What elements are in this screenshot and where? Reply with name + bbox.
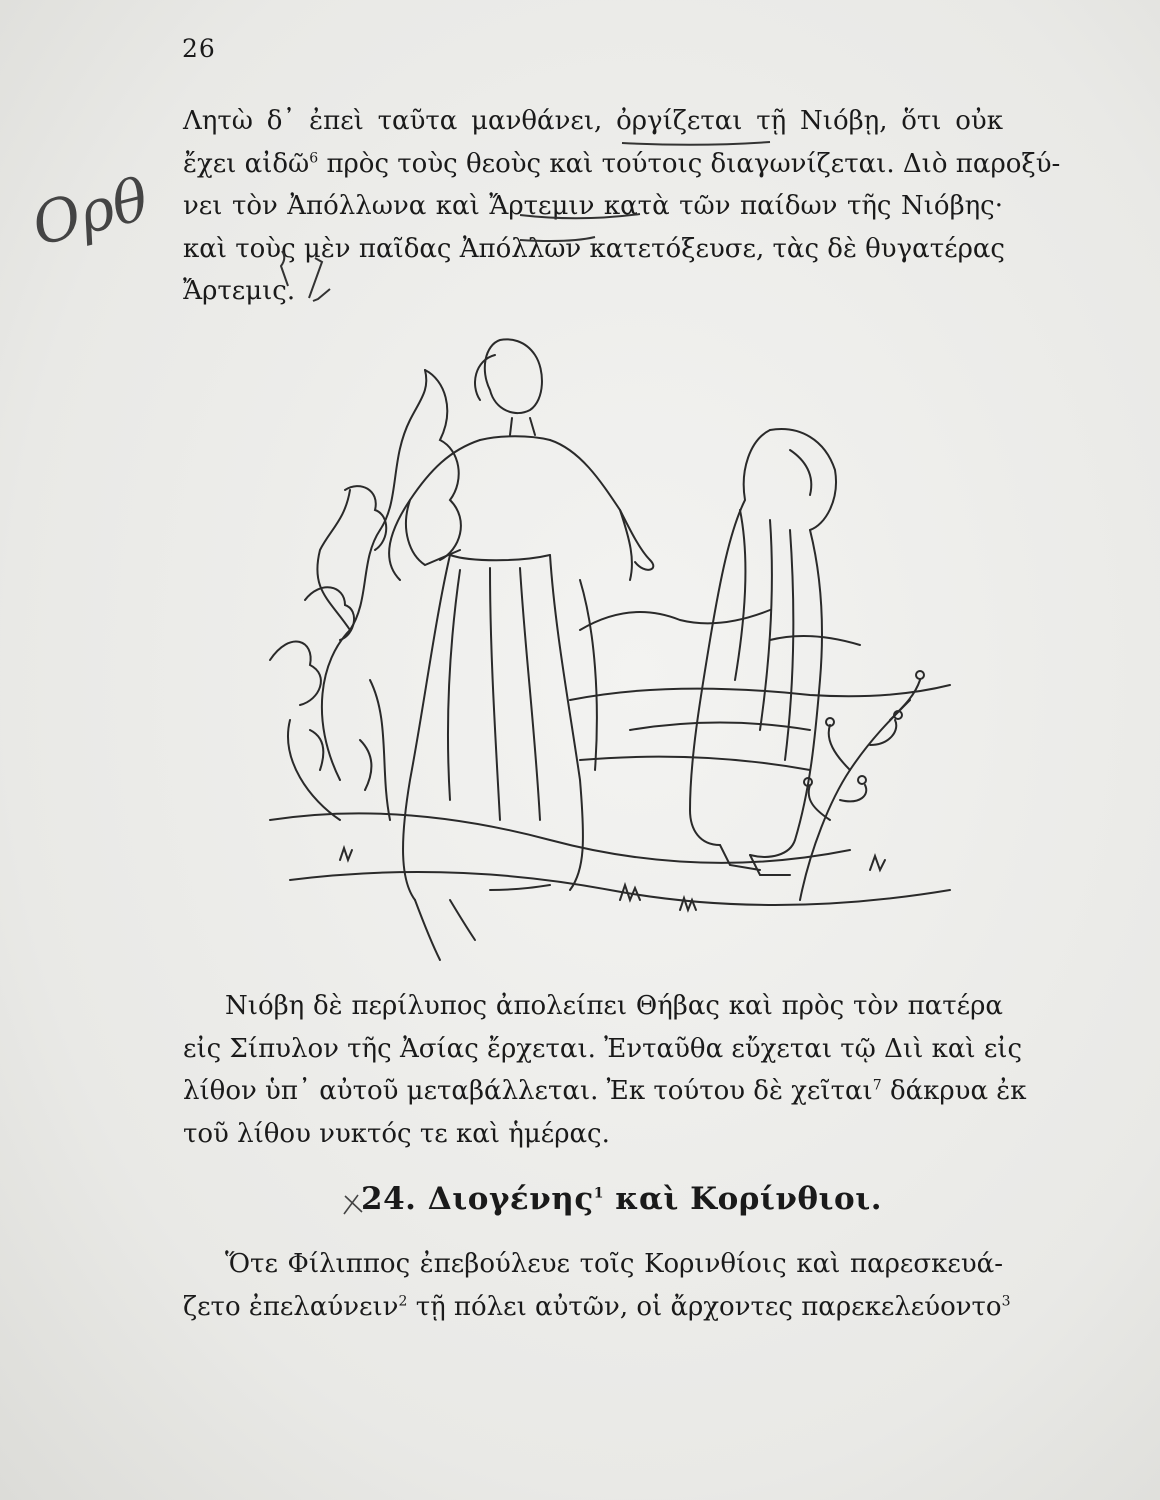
text-fragment: πρὸς τοὺς θεοὺς καὶ τούτοις διαγωνίζεται. Διὸ παροξύ-: [326, 148, 1061, 179]
text-line: [183, 1286, 1011, 1329]
text-line: Λητὼ δ᾿ ἐπεὶ ταῦτα μανθάνει, ὀργίζεται τῇ Νιόβῃ, ὅτι οὐκ: [183, 106, 1003, 136]
paragraph-diogenes: [183, 1243, 1011, 1328]
section-number: 24.: [361, 1181, 417, 1217]
illustration-niobe-scene: [250, 300, 1030, 980]
section-title-part: καὶ Κορίνθιοι.: [615, 1181, 883, 1217]
footnote-marker: 3: [1001, 1292, 1011, 1309]
text-line: [183, 1070, 1027, 1113]
footnote-marker: 7: [872, 1077, 882, 1094]
section-heading: [361, 1181, 882, 1217]
text-fragment: δάκρυα ἐκ: [889, 1076, 1027, 1106]
text-fragment: λίθον ὑπ᾿ αὐτοῦ μεταβάλλεται. Ἐκ τούτου δὲ χεῖται: [183, 1076, 873, 1106]
footnote-marker: 2: [398, 1292, 408, 1309]
text-line: καὶ τοὺς μὲν παῖδας Ἀπόλλων κατετόξευσε, τὰς δὲ θυγατέρας: [183, 233, 1005, 264]
section-title-part: Διογένης: [427, 1181, 594, 1217]
text-line: [183, 143, 1061, 186]
text-line: Νιόβη δὲ περίλυπος ἀπολείπει Θήβας καὶ πρὸς τὸν πατέρα: [225, 991, 1003, 1021]
text-fragment: ζετο ἐπελαύνειν: [183, 1291, 399, 1322]
text-line: εἰς Σίπυλον τῆς Ἀσίας ἔρχεται. Ἐνταῦθα εὔχεται τῷ Διὶ καὶ εἰς: [183, 1033, 1023, 1064]
text-line: νει τὸν Ἀπόλλωνα καὶ Ἄρτεμιν κατὰ τῶν παίδων τῆς Νιόβης·: [183, 191, 1003, 221]
page-number: 26: [182, 34, 216, 63]
text-fragment: τῇ πόλει αὐτῶν, οἱ ἄρχοντες παρεκελεύοντο: [415, 1291, 1002, 1322]
footnote-marker: 1: [593, 1185, 604, 1202]
text-fragment: ἔχει αἰδῶ: [183, 148, 310, 179]
text-line: τοῦ λίθου νυκτός τε καὶ ἡμέρας.: [183, 1118, 610, 1149]
footnote-marker: 6: [309, 149, 319, 166]
paragraph-leto: [183, 100, 1061, 313]
text-line: Ἄρτεμις.: [183, 276, 296, 306]
paragraph-niobe: [183, 985, 1027, 1155]
text-line: Ὅτε Φίλιππος ἐπεβούλευε τοῖς Κορινθίοις καὶ παρεσκευά-: [225, 1249, 1003, 1279]
handwritten-margin-note: Ορθ: [25, 164, 156, 260]
